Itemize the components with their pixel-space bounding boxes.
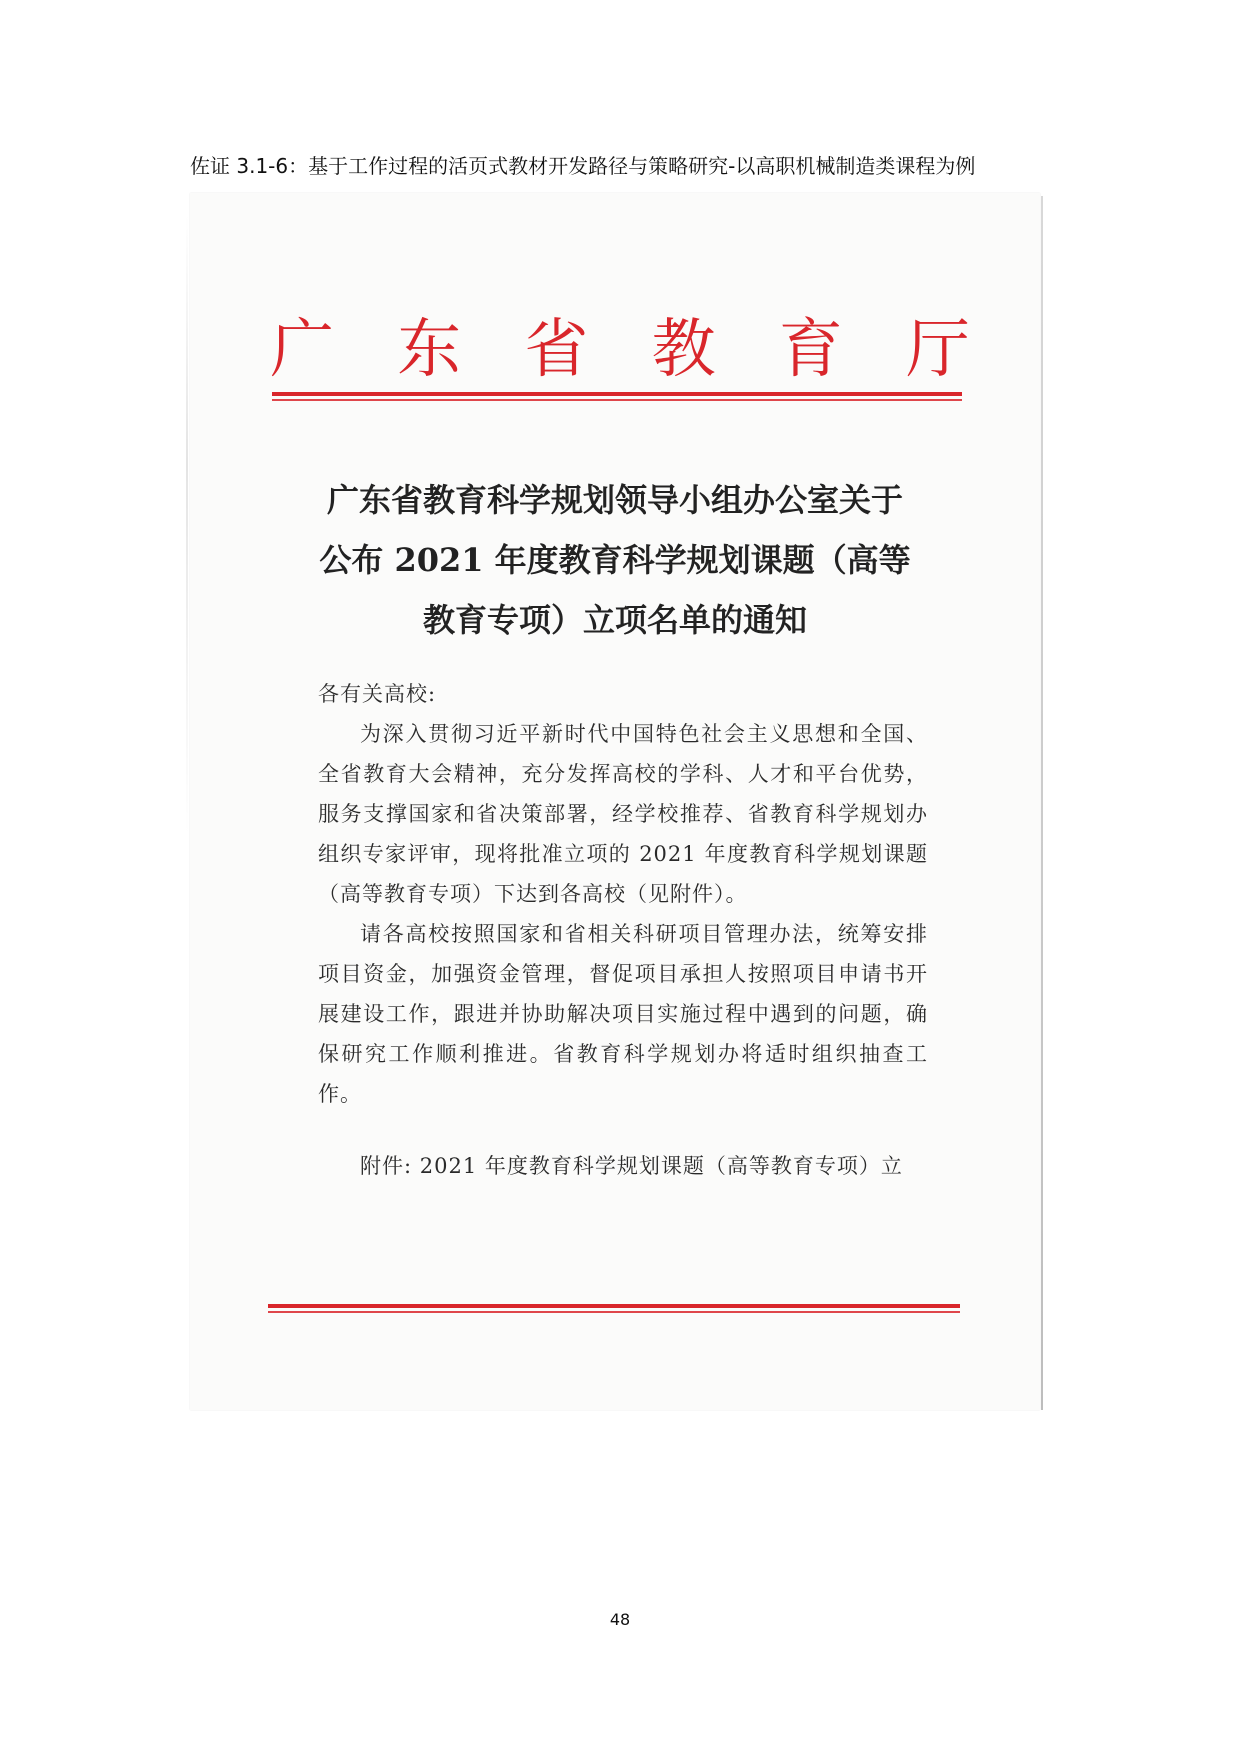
evidence-caption: 佐证 3.1-6：基于工作过程的活页式教材开发路径与策略研究-以高职机械制造类课程为例 <box>190 154 976 178</box>
title-line: 教育专项）立项名单的通知 <box>422 601 807 639</box>
header-red-rule <box>272 392 962 396</box>
footer-red-rule <box>268 1304 960 1308</box>
document-body <box>318 674 928 1186</box>
document-title <box>300 470 930 650</box>
issuer-header <box>270 305 970 395</box>
salutation: 各有关高校: <box>318 682 437 706</box>
paragraph: 请各高校按照国家和省相关科研项目管理办法，统筹安排项目资金，加强资金管理，督促项目承担人按照项目申请书开展建设工作，跟进并协助解决项目实施过程中遇到的问题，确保研究工作顺利推进。省教育科学规划办将适时组织抽查工作。 <box>318 922 928 1106</box>
header-char: 教 <box>651 313 716 387</box>
title-line: 广东省教育科学规划领导小组办公室关于 <box>326 481 903 519</box>
scan-edge-shadow <box>186 215 188 835</box>
page-number: 48 <box>609 1610 631 1629</box>
header-char: 东 <box>397 313 462 387</box>
header-char: 广 <box>270 313 334 387</box>
header-char: 厅 <box>905 313 970 387</box>
header-char: 育 <box>778 313 843 387</box>
attachment-line: 附件: 2021 年度教育科学规划课题（高等教育专项）立 <box>360 1154 903 1178</box>
header-red-rule-thin <box>272 399 962 401</box>
paragraph: 为深入贯彻习近平新时代中国特色社会主义思想和全国、全省教育大会精神，充分发挥高校的学科、人才和平台优势，服务支撑国家和省决策部署，经学校推荐、省教育科学规划办组织专家评审，现将批准立项的 2021 年度教育科学规划课题（高等教育专项）下达到各高校（见附件）。 <box>318 722 928 906</box>
footer-red-rule-thin <box>268 1311 960 1313</box>
scan-edge <box>1041 196 1043 1410</box>
header-char: 省 <box>524 313 589 387</box>
title-line: 公布 2021 年度教育科学规划课题（高等 <box>319 541 911 579</box>
